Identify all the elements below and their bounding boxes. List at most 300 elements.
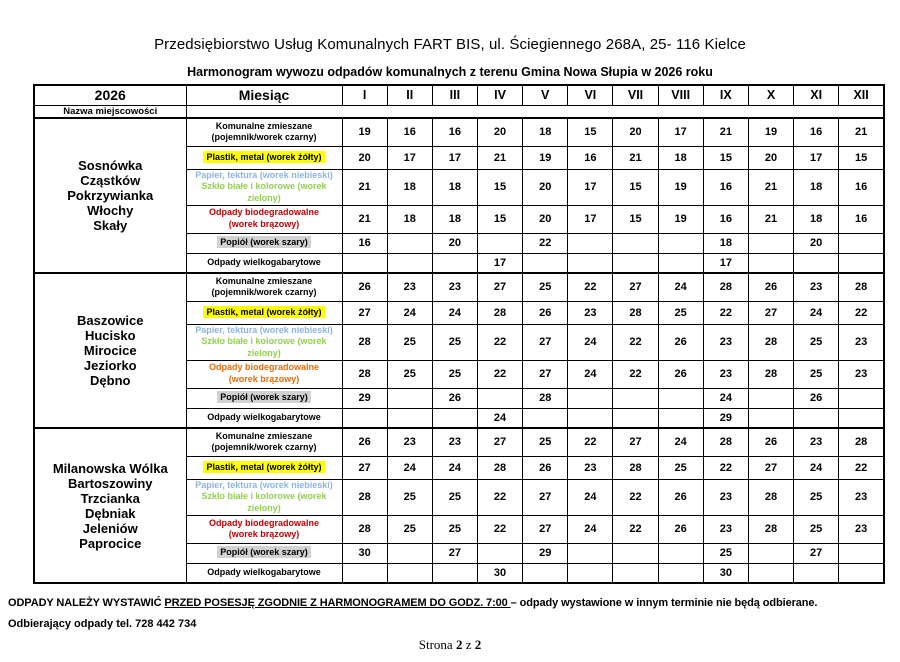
waste-type-cell (186, 118, 342, 146)
date-cell: 22 (703, 301, 748, 324)
date-cell (387, 408, 432, 428)
date-cell: 26 (432, 388, 477, 408)
waste-type-label (187, 170, 342, 205)
date-cell: 26 (658, 515, 703, 543)
date-cell: 27 (523, 515, 568, 543)
date-cell: 17 (658, 118, 703, 146)
date-cell: 24 (703, 388, 748, 408)
village-name: Jeziorko (83, 358, 137, 374)
date-cell: 26 (523, 301, 568, 324)
date-cell: 16 (839, 169, 884, 205)
waste-type-label: Odpady biodegradowalne (208, 207, 319, 218)
date-cell: 28 (342, 324, 387, 360)
waste-type-cell (186, 428, 342, 456)
date-cell: 25 (387, 515, 432, 543)
glass-label: Szkło białe i kolorowe (worek zielony) (201, 491, 327, 513)
date-cell: 26 (523, 456, 568, 479)
date-cell: 16 (342, 233, 387, 253)
date-cell: 25 (387, 360, 432, 388)
schedule-row (34, 118, 884, 146)
date-cell: 24 (658, 428, 703, 456)
date-cell: 20 (748, 146, 793, 169)
date-cell: 22 (613, 515, 658, 543)
date-cell: 27 (523, 324, 568, 360)
month-header-III: III (432, 85, 477, 105)
date-cell (613, 233, 658, 253)
date-cell (568, 388, 613, 408)
date-cell: 29 (703, 408, 748, 428)
date-cell: 26 (342, 428, 387, 456)
date-cell: 17 (387, 146, 432, 169)
date-cell (613, 408, 658, 428)
date-cell: 16 (387, 118, 432, 146)
date-cell: 18 (703, 233, 748, 253)
page-separator: z (465, 637, 472, 652)
village-list (35, 455, 186, 557)
waste-type-label (187, 480, 342, 515)
waste-type-cell (186, 360, 342, 388)
waste-type-label: Komunalne zmieszane (215, 430, 313, 441)
date-cell: 25 (658, 301, 703, 324)
date-cell: 16 (839, 205, 884, 233)
waste-type-cell (186, 543, 342, 563)
waste-type-cell (186, 301, 342, 324)
date-cell: 24 (387, 456, 432, 479)
date-cell (568, 563, 613, 583)
paper-label: Papier, tektura (worek niebieski) (195, 324, 333, 335)
month-label-cell: Miesiąc (186, 85, 342, 105)
date-cell: 18 (387, 169, 432, 205)
waste-type-label: Plastik, metal (worek żółty) (203, 461, 324, 473)
date-cell: 23 (839, 515, 884, 543)
date-cell: 19 (658, 205, 703, 233)
date-cell (568, 253, 613, 273)
date-cell (477, 388, 522, 408)
date-cell (477, 233, 522, 253)
waste-type-label: Popiół (worek szary) (217, 546, 311, 558)
date-cell (748, 253, 793, 273)
village-name: Pokrzywianka (67, 188, 154, 204)
date-cell: 28 (748, 360, 793, 388)
village-name: Dębniak (84, 505, 136, 521)
date-cell: 24 (568, 360, 613, 388)
date-cell: 27 (523, 360, 568, 388)
month-header-VIII: VIII (658, 85, 703, 105)
date-cell (387, 233, 432, 253)
village-name: Włochy (87, 203, 134, 219)
village-name: Bartoszowiny (67, 475, 153, 491)
date-cell: 17 (703, 253, 748, 273)
date-cell: 22 (839, 301, 884, 324)
date-cell: 20 (523, 205, 568, 233)
date-cell: 27 (342, 301, 387, 324)
date-cell: 16 (703, 169, 748, 205)
date-cell: 24 (658, 273, 703, 301)
date-cell: 26 (342, 273, 387, 301)
date-cell: 23 (387, 273, 432, 301)
waste-type-cell (186, 233, 342, 253)
date-cell: 15 (613, 205, 658, 233)
date-cell: 23 (839, 479, 884, 515)
paper-label: Papier, tektura (worek niebieski) (195, 479, 333, 490)
waste-type-cell (186, 253, 342, 273)
date-cell: 21 (342, 205, 387, 233)
date-cell: 15 (477, 169, 522, 205)
date-cell: 23 (794, 428, 839, 456)
note-prefix: ODPADY NALEŻY WYSTAWIĆ (8, 597, 165, 609)
waste-type-cell (186, 205, 342, 233)
village-list-cell (34, 118, 186, 273)
date-cell: 30 (703, 563, 748, 583)
month-header-IV: IV (477, 85, 522, 105)
waste-type-cell (186, 324, 342, 360)
date-cell (839, 408, 884, 428)
glass-label: Szkło białe i kolorowe (worek zielony) (201, 336, 327, 358)
date-cell (748, 408, 793, 428)
date-cell: 22 (839, 456, 884, 479)
date-cell: 22 (613, 324, 658, 360)
waste-type-label: Komunalne zmieszane (215, 275, 313, 286)
date-cell (342, 253, 387, 273)
date-cell: 28 (839, 428, 884, 456)
date-cell: 23 (387, 428, 432, 456)
date-cell: 24 (568, 324, 613, 360)
schedule-row (34, 273, 884, 301)
date-cell: 27 (342, 456, 387, 479)
date-cell: 21 (613, 146, 658, 169)
date-cell: 16 (703, 205, 748, 233)
header-row (34, 85, 884, 105)
date-cell: 22 (568, 273, 613, 301)
date-cell: 25 (523, 428, 568, 456)
date-cell: 25 (794, 515, 839, 543)
schedule-table (33, 84, 885, 584)
page-word: Strona (418, 637, 453, 652)
date-cell: 29 (342, 388, 387, 408)
village-name: Jeleniów (82, 520, 138, 536)
waste-type-cell (186, 515, 342, 543)
date-cell (613, 388, 658, 408)
date-cell: 29 (523, 543, 568, 563)
month-header-I: I (342, 85, 387, 105)
waste-type-label: Odpady biodegradowalne (208, 517, 319, 528)
date-cell: 20 (477, 118, 522, 146)
date-cell: 23 (839, 324, 884, 360)
date-cell: 30 (342, 543, 387, 563)
date-cell: 15 (568, 118, 613, 146)
date-cell: 27 (794, 543, 839, 563)
date-cell: 28 (703, 428, 748, 456)
schedule-row (34, 428, 884, 456)
date-cell (794, 253, 839, 273)
note-suffix: – odpady wystawione w innym terminie nie będą odbierane. (510, 597, 818, 609)
date-cell: 25 (794, 324, 839, 360)
date-cell (658, 408, 703, 428)
date-cell: 16 (794, 118, 839, 146)
month-header-VII: VII (613, 85, 658, 105)
date-cell: 20 (432, 233, 477, 253)
date-cell: 19 (523, 146, 568, 169)
date-cell: 25 (432, 479, 477, 515)
schedule-title: Harmonogram wywozu odpadów komunalnych z terenu Gmina Nowa Słupia w 2026 roku (187, 65, 713, 79)
date-cell: 26 (658, 360, 703, 388)
date-cell: 22 (523, 233, 568, 253)
date-cell: 23 (703, 360, 748, 388)
date-cell: 18 (794, 169, 839, 205)
date-cell: 24 (794, 301, 839, 324)
date-cell: 22 (477, 479, 522, 515)
date-cell: 23 (703, 324, 748, 360)
date-cell: 19 (658, 169, 703, 205)
date-cell (523, 408, 568, 428)
date-cell: 28 (477, 456, 522, 479)
waste-type-label (187, 325, 342, 360)
date-cell: 28 (748, 515, 793, 543)
date-cell: 21 (703, 118, 748, 146)
date-cell (568, 233, 613, 253)
page-total: 2 (474, 637, 482, 652)
date-cell (748, 563, 793, 583)
paper-label: Papier, tektura (worek niebieski) (195, 169, 333, 180)
date-cell: 15 (477, 205, 522, 233)
date-cell: 27 (613, 273, 658, 301)
date-cell (477, 543, 522, 563)
month-header-VI: VI (568, 85, 613, 105)
date-cell: 15 (703, 146, 748, 169)
waste-type-label: Popiół (worek szary) (217, 391, 311, 403)
company-title: Przedsiębiorstwo Usług Komunalnych FART BIS, ul. Ściegiennego 268A, 25- 116 Kielce (154, 36, 746, 53)
date-cell: 28 (703, 273, 748, 301)
note-underlined: PRZED POSESJĘ ZGODNIE Z HARMONOGRAMEM DO GODZ. 7:00 (164, 597, 511, 609)
localities-row (34, 105, 884, 118)
village-name: Paprocice (79, 535, 142, 551)
date-cell: 22 (477, 324, 522, 360)
waste-type-cell (186, 273, 342, 301)
date-cell (387, 388, 432, 408)
date-cell (794, 563, 839, 583)
date-cell (839, 543, 884, 563)
date-cell: 23 (568, 456, 613, 479)
village-name: Baszowice (77, 313, 144, 329)
date-cell (658, 543, 703, 563)
date-cell (387, 253, 432, 273)
date-cell: 23 (432, 273, 477, 301)
date-cell: 16 (432, 118, 477, 146)
date-cell: 17 (477, 253, 522, 273)
date-cell: 25 (387, 324, 432, 360)
year-cell: 2026 (34, 85, 186, 105)
village-list-cell (34, 273, 186, 428)
date-cell: 28 (477, 301, 522, 324)
date-cell: 23 (568, 301, 613, 324)
date-cell (658, 233, 703, 253)
page-current: 2 (455, 637, 463, 652)
date-cell (432, 563, 477, 583)
date-cell: 25 (432, 515, 477, 543)
date-cell (839, 388, 884, 408)
waste-type-label: (pojemnik/worek czarny) (211, 132, 317, 143)
date-cell: 28 (613, 301, 658, 324)
date-cell: 23 (703, 479, 748, 515)
date-cell: 17 (432, 146, 477, 169)
date-cell: 26 (748, 273, 793, 301)
date-cell: 30 (477, 563, 522, 583)
date-cell (794, 408, 839, 428)
village-name: Dębno (90, 373, 131, 389)
waste-type-label: Popiół (worek szary) (217, 236, 311, 248)
date-cell (839, 563, 884, 583)
month-header-X: X (748, 85, 793, 105)
village-list (35, 152, 186, 239)
date-cell (342, 408, 387, 428)
date-cell: 21 (748, 169, 793, 205)
waste-type-label: (pojemnik/worek czarny) (211, 287, 317, 298)
village-name: Milanowska Wólka (52, 460, 168, 476)
waste-type-label: Komunalne zmieszane (215, 120, 313, 131)
date-cell: 25 (658, 456, 703, 479)
waste-type-label: (pojemnik/worek czarny) (211, 442, 317, 453)
date-cell: 23 (794, 273, 839, 301)
date-cell: 24 (568, 479, 613, 515)
date-cell: 28 (748, 324, 793, 360)
waste-type-label: Plastik, metal (worek żółty) (203, 306, 324, 318)
date-cell (748, 388, 793, 408)
date-cell (387, 543, 432, 563)
date-cell: 17 (794, 146, 839, 169)
village-name: Trzcianka (80, 490, 140, 506)
date-cell: 20 (523, 169, 568, 205)
date-cell (613, 543, 658, 563)
waste-type-cell (186, 479, 342, 515)
date-cell: 27 (432, 543, 477, 563)
date-cell: 22 (568, 428, 613, 456)
date-cell: 21 (477, 146, 522, 169)
date-cell: 25 (703, 543, 748, 563)
date-cell: 18 (794, 205, 839, 233)
date-cell (658, 253, 703, 273)
date-cell (748, 233, 793, 253)
month-header-V: V (523, 85, 568, 105)
date-cell (613, 563, 658, 583)
localities-empty-cell (186, 105, 884, 118)
date-cell (342, 563, 387, 583)
date-cell: 22 (477, 515, 522, 543)
date-cell (523, 563, 568, 583)
date-cell: 23 (432, 428, 477, 456)
date-cell (839, 233, 884, 253)
date-cell: 21 (839, 118, 884, 146)
date-cell: 28 (839, 273, 884, 301)
date-cell: 26 (658, 324, 703, 360)
date-cell: 27 (477, 273, 522, 301)
footer-note (8, 597, 894, 609)
waste-type-cell (186, 388, 342, 408)
date-cell (432, 253, 477, 273)
date-cell: 28 (523, 388, 568, 408)
date-cell: 27 (613, 428, 658, 456)
localities-label-cell: Nazwa miejscowości (34, 105, 186, 118)
date-cell: 20 (342, 146, 387, 169)
date-cell: 25 (387, 479, 432, 515)
date-cell: 24 (477, 408, 522, 428)
month-header-IX: IX (703, 85, 748, 105)
village-list-cell (34, 428, 186, 583)
date-cell: 23 (839, 360, 884, 388)
month-header-II: II (387, 85, 432, 105)
village-name: Mirocice (83, 343, 137, 359)
date-cell: 26 (658, 479, 703, 515)
date-cell: 22 (703, 456, 748, 479)
waste-type-label: Odpady biodegradowalne (208, 362, 319, 373)
date-cell (523, 253, 568, 273)
date-cell: 25 (794, 360, 839, 388)
date-cell: 27 (748, 456, 793, 479)
month-header-XII: XII (839, 85, 884, 105)
date-cell: 24 (432, 456, 477, 479)
date-cell: 15 (613, 169, 658, 205)
date-cell: 24 (387, 301, 432, 324)
waste-type-label: (worek brązowy) (228, 374, 300, 385)
date-cell: 28 (613, 456, 658, 479)
page-number (0, 637, 900, 653)
waste-type-label: Odpady wielkogabarytowe (207, 567, 321, 578)
date-cell: 17 (568, 205, 613, 233)
waste-type-label: (worek brązowy) (228, 529, 300, 540)
date-cell: 25 (432, 324, 477, 360)
date-cell (613, 253, 658, 273)
date-cell: 28 (748, 479, 793, 515)
date-cell: 20 (613, 118, 658, 146)
date-cell: 18 (432, 169, 477, 205)
date-cell: 27 (477, 428, 522, 456)
date-cell: 19 (342, 118, 387, 146)
date-cell (658, 388, 703, 408)
date-cell: 18 (523, 118, 568, 146)
date-cell: 20 (794, 233, 839, 253)
date-cell: 22 (613, 360, 658, 388)
date-cell: 25 (523, 273, 568, 301)
date-cell: 21 (342, 169, 387, 205)
date-cell (658, 563, 703, 583)
date-cell: 28 (342, 479, 387, 515)
date-cell (748, 543, 793, 563)
waste-type-cell (186, 456, 342, 479)
waste-type-label: Odpady wielkogabarytowe (207, 256, 321, 267)
date-cell (387, 563, 432, 583)
date-cell: 15 (839, 146, 884, 169)
date-cell: 26 (794, 388, 839, 408)
date-cell: 24 (432, 301, 477, 324)
village-list (35, 307, 186, 394)
village-name: Sosnówka (78, 158, 143, 174)
date-cell: 22 (613, 479, 658, 515)
date-cell (568, 543, 613, 563)
date-cell (839, 253, 884, 273)
date-cell: 25 (432, 360, 477, 388)
date-cell: 22 (477, 360, 522, 388)
date-cell: 23 (703, 515, 748, 543)
date-cell: 26 (748, 428, 793, 456)
date-cell: 17 (568, 169, 613, 205)
date-cell: 28 (342, 360, 387, 388)
village-name: Skały (93, 218, 128, 234)
schedule-body (34, 85, 884, 583)
waste-type-cell (186, 563, 342, 583)
date-cell (568, 408, 613, 428)
date-cell: 24 (794, 456, 839, 479)
date-cell: 18 (432, 205, 477, 233)
date-cell: 27 (748, 301, 793, 324)
